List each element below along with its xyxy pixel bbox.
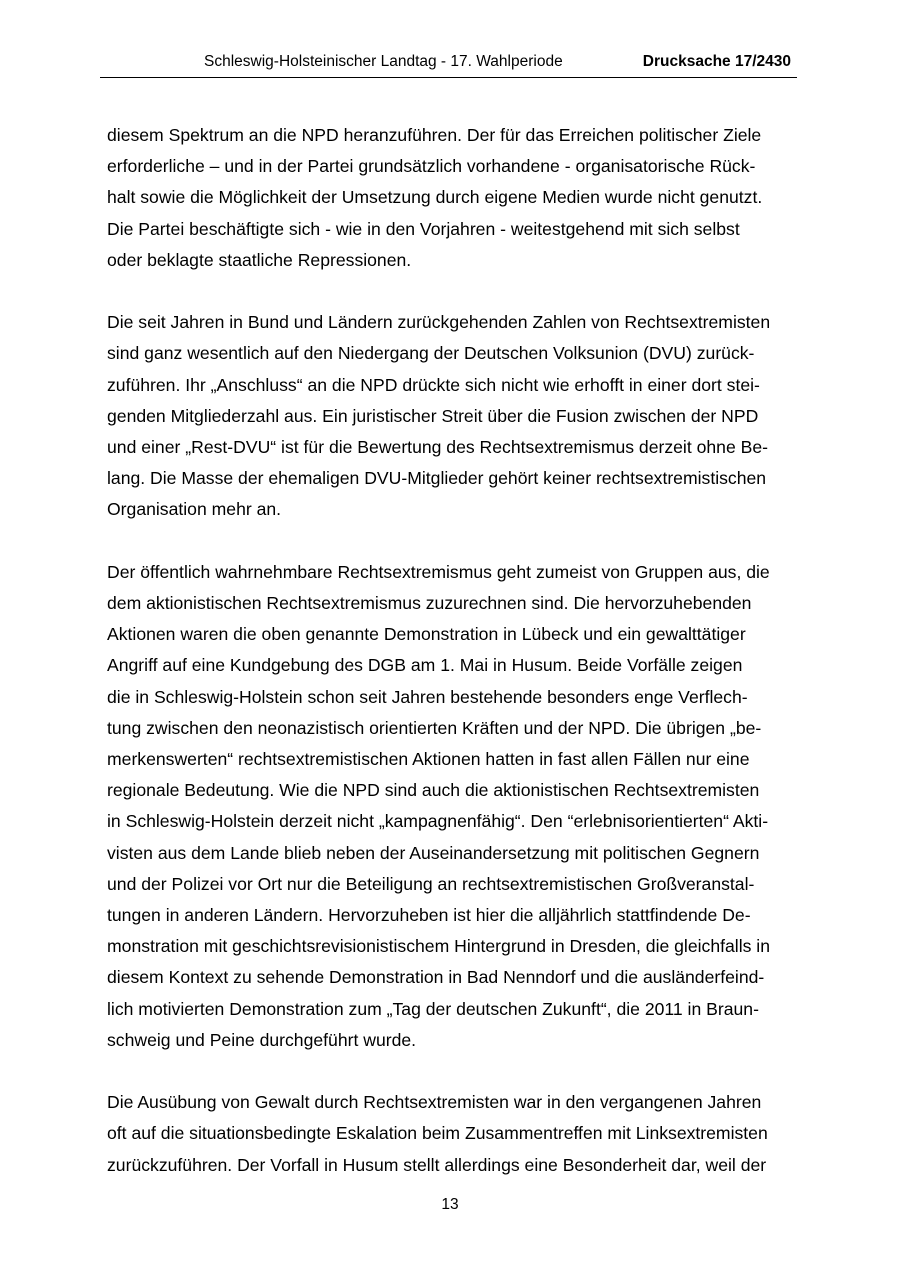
text-line: sind ganz wesentlich auf den Niedergang der Deutschen Volksunion (DVU) zurück- [107,343,755,364]
text-line: tung zwischen den neonazistisch orientierten Kräften und der NPD. Die übrigen „be- [107,717,762,738]
text-line: Organisation mehr an. [107,499,282,520]
text-line: diesem Spektrum an die NPD heranzuführen. Der für das Erreichen politischer Ziele [107,125,762,145]
text-line: und der Polizei vor Ort nur die Beteiligung an rechtsextremistischen Großveranstal- [107,873,755,894]
text-line: Der öffentlich wahrnehmbare Rechtsextremismus geht zumeist von Gruppen aus, die [107,561,770,582]
text-line: Die seit Jahren in Bund und Ländern zurückgehenden Zahlen von Rechtsextremisten [107,312,771,333]
text-line: regionale Bedeutung. Wie die NPD sind auch die aktionistischen Rechtsextremisten [107,780,760,801]
text-line: und einer „Rest-DVU“ ist für die Bewertung des Rechtsextremismus derzeit ohne Be- [107,437,769,458]
text-line: dem aktionistischen Rechtsextremismus zuzurechnen sind. Die hervorzuhebenden [107,593,752,614]
header-title: Schleswig-Holsteinischer Landtag - 17. Wahlperiode [204,53,563,70]
page-number: 13 [441,1196,459,1213]
text-line: oft auf die situationsbedingte Eskalation beim Zusammentreffen mit Linksextremisten [107,1123,768,1144]
text-line: Angriff auf eine Kundgebung des DGB am 1. Mai in Husum. Beide Vorfälle zeigen [107,655,743,676]
text-line: Die Ausübung von Gewalt durch Rechtsextremisten war in den vergangenen Jahren [107,1092,762,1113]
text-line: genden Mitgliederzahl aus. Ein juristischer Streit über die Fusion zwischen der NPD [107,405,759,426]
page-header [100,53,797,78]
text-line: zurückzuführen. Der Vorfall in Husum stellt allerdings eine Besonderheit dar, weil der [107,1154,767,1175]
text-line: schweig und Peine durchgeführt wurde. [107,1029,417,1050]
text-line: lang. Die Masse der ehemaligen DVU-Mitglieder gehört keiner rechtsextremistischen [107,468,767,489]
text-line: oder beklagte staatliche Repressionen. [107,249,412,270]
text-line: diesem Kontext zu sehende Demonstration in Bad Nenndorf und die ausländerfeind- [107,967,765,988]
text-line: visten aus dem Lande blieb neben der Auseinandersetzung mit politischen Gegnern [107,842,760,863]
paragraph-3 [107,557,797,1056]
paragraph-1 [107,120,797,276]
text-line: merkenswerten“ rechtsextremistischen Aktionen hatten in fast allen Fällen nur eine [107,749,750,770]
text-line: erforderliche – und in der Partei grundsätzlich vorhandene - organisatorische Rück- [107,156,756,177]
text-line: Die Partei beschäftigte sich - wie in den Vorjahren - weitestgehend mit sich selbst [107,218,740,239]
text-line: halt sowie die Möglichkeit der Umsetzung durch eigene Medien wurde nicht genutzt. [107,187,763,208]
text-line: zuführen. Ihr „Anschluss“ an die NPD drückte sich nicht wie erhofft in einer dort stei- [107,374,760,395]
paragraph-2 [107,307,797,525]
document-body [107,120,797,1212]
document-number: Drucksache 17/2430 [642,53,791,70]
paragraph-4 [107,1087,797,1181]
text-line: tungen in anderen Ländern. Hervorzuheben ist hier die alljährlich stattfindende De- [107,905,751,926]
text-line: in Schleswig-Holstein derzeit nicht „kampagnenfähig“. Den “erlebnisorientierten“ Akti- [107,811,769,832]
text-line: die in Schleswig-Holstein schon seit Jahren bestehende besonders enge Verflech- [107,686,748,707]
text-line: monstration mit geschichtsrevisionistischem Hintergrund in Dresden, die gleichfalls in [107,936,770,957]
text-line: Aktionen waren die oben genannte Demonstration in Lübeck und ein gewalttätiger [107,624,746,645]
text-line: lich motivierten Demonstration zum „Tag der deutschen Zukunft“, die 2011 in Braun- [107,998,759,1019]
